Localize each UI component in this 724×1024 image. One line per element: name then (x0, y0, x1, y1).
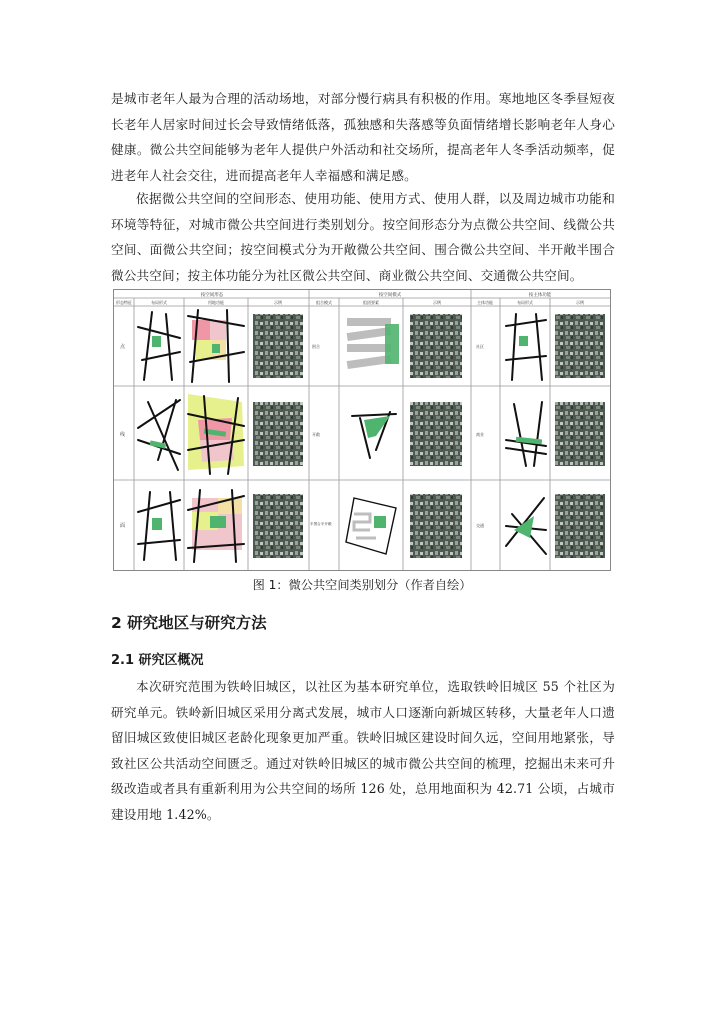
aerial-photo-area (253, 494, 303, 558)
diagram-open (352, 412, 396, 458)
row-label-traffic: 交通 (476, 523, 484, 528)
diagram-semi-enclosed (346, 498, 396, 554)
aerial-photo-enclosed (410, 314, 462, 378)
aerial-photo-line (253, 402, 303, 466)
header-mode-elements: 组团要素 (363, 300, 379, 305)
section-heading-2-1: 2.1 研究区概况 (111, 653, 204, 668)
figure-caption: 图 1：微公共空间类别划分（作者自绘） (252, 578, 472, 592)
header-form-example: 示例 (274, 300, 282, 305)
row-label-point: 点 (120, 344, 126, 350)
row-label-area: 面 (120, 523, 126, 529)
header-function-layout: 布局形式 (517, 300, 533, 305)
diagram-enclosed (347, 318, 399, 369)
aerial-photo-open (410, 402, 462, 466)
diagram-line-landuse (188, 394, 244, 474)
diagram-traffic (506, 498, 546, 554)
row-label-line: 线 (120, 432, 126, 438)
header-mode-combination: 组合模式 (316, 300, 332, 305)
group-title-function: 按主体功能 (528, 293, 552, 298)
aerial-photo-commercial (555, 402, 605, 466)
row-label-community: 社区 (476, 344, 484, 349)
diagram-community (506, 314, 546, 380)
row-label-commercial: 商业 (476, 432, 484, 437)
row-label-semi: 半围合半开敞 (310, 522, 332, 526)
header-form-landuse: 用地功能 (208, 300, 224, 305)
header-form-layout: 布局形式 (151, 300, 167, 305)
figure-classification-table (113, 289, 611, 571)
diagram-line-layout (138, 400, 180, 470)
header-function-example: 示例 (576, 300, 584, 305)
group-title-form: 按空间形态 (200, 293, 224, 298)
header-mode-example: 示例 (433, 300, 441, 305)
aerial-photo-semi (410, 494, 462, 558)
aerial-photo-traffic (555, 494, 605, 558)
header-form-feature: 形态特征 (116, 300, 132, 305)
diagram-commercial (506, 402, 546, 466)
aerial-photo-community (555, 314, 605, 378)
diagram-area-landuse (188, 490, 244, 562)
diagram-area-layout (138, 492, 180, 560)
paragraph-3: 本次研究范围为铁岭旧城区，以社区为基本研究单位，选取铁岭旧城区 55 个社区为研究单元。铁岭新旧城区采用分离式发展，城市人口逐渐向新城区转移，大量老年人口遗留旧城区致使旧城区老龄化现象更加严重。铁岭旧城区建设时间久远，空间用地紧张，导致社区公共活动空间匮乏。通过对铁岭旧城区的城市微公共空间的梳理，挖掘出未来可升级改造或者具有重新利用为公共空间的场所 126 处，总用地面积为 42.71 公顷，占城市建设用地 1.42%。 (111, 679, 615, 822)
paragraph-2: 依据微公共空间的空间形态、使用功能、使用方式、使用人群，以及周边城市功能和环境等特征，对城市微公共空间进行类别划分。按空间形态分为点微公共空间、线微公共空间、面微公共空间；按空间模式分为开敞微公共空间、围合微公共空间、半开敞半围合微公共空间；按主体功能分为社区微公共空间、商业微公共空间、交通微公共空间。 (111, 191, 615, 283)
diagram-point-layout (138, 312, 180, 380)
row-label-enclosed: 围合 (312, 344, 320, 349)
section-heading-2: 2 研究地区与研究方法 (111, 614, 267, 632)
header-function-main: 主体功能 (477, 300, 493, 305)
aerial-photo-point (253, 314, 303, 378)
classification-table-svg (114, 290, 610, 570)
paragraph-1: 是城市老年人最为合理的活动场地，对部分慢行病具有积极的作用。寒地地区冬季昼短夜长老年人居家时间过长会导致情绪低落，孤独感和失落感等负面情绪增长影响老年人身心健康。微公共空间能够为老年人提供户外活动和社交场所，提高老年人冬季活动频率，促进老年人社会交往，进而提高老年人幸福感和满足感。 (111, 91, 615, 183)
diagram-point-landuse (188, 310, 244, 382)
group-title-mode: 按空间模式 (378, 293, 402, 298)
row-label-open: 开敞 (312, 432, 320, 437)
